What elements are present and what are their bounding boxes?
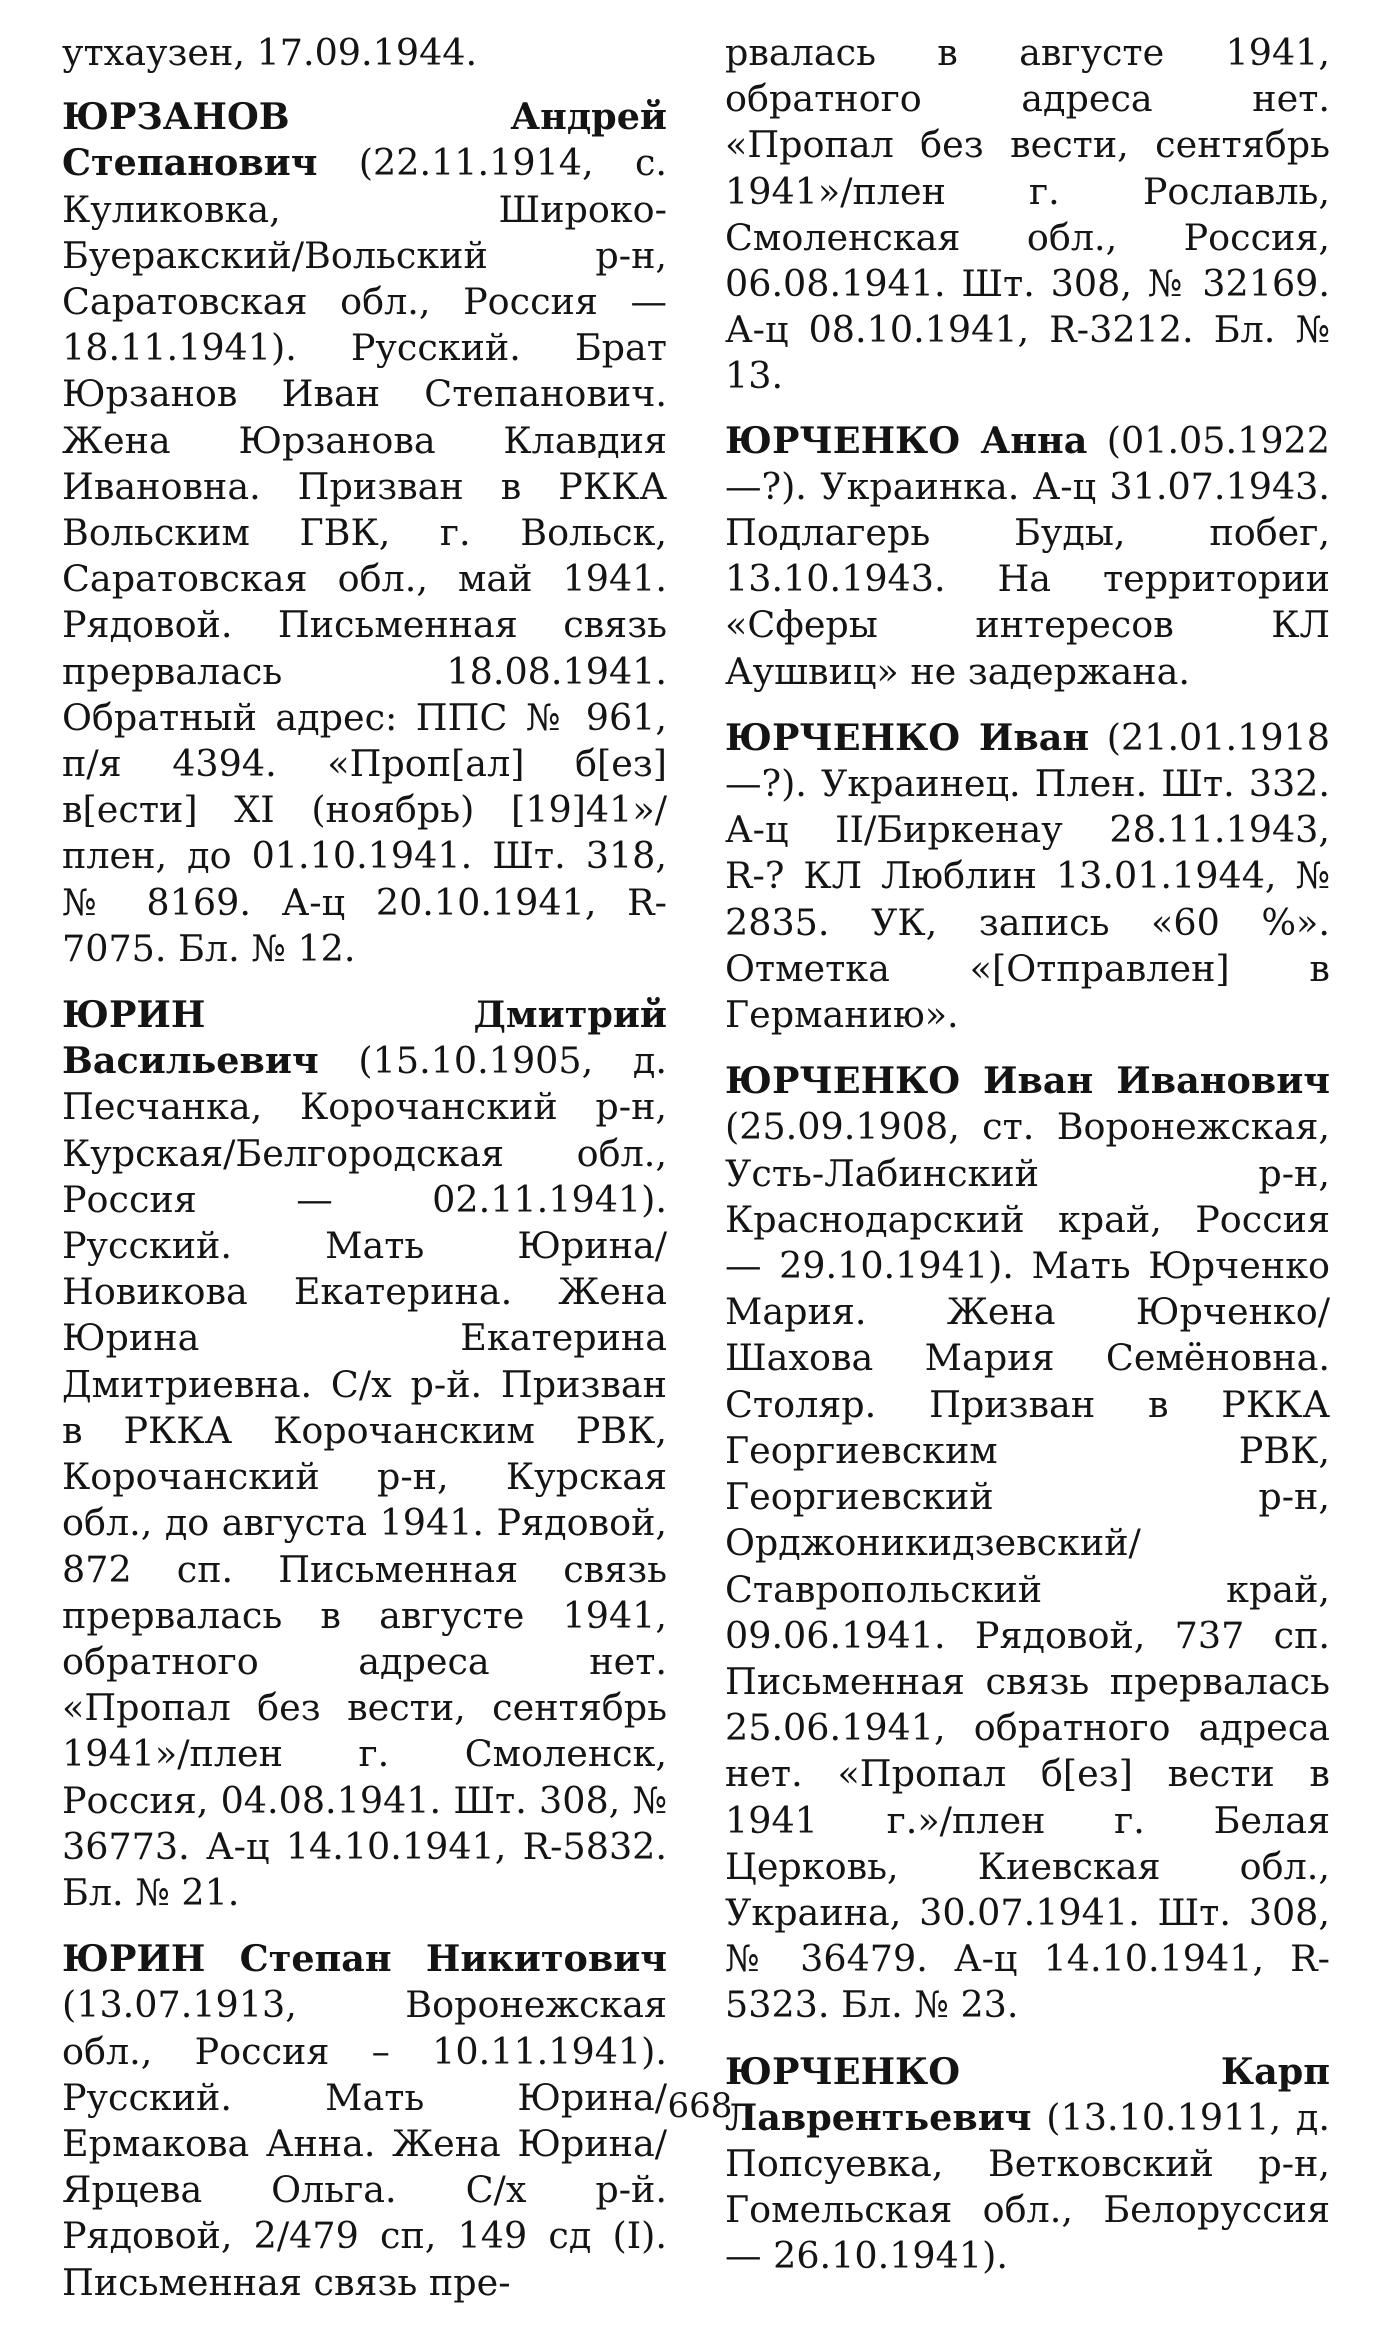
- entry-name: ЮРЧЕНКО Анна: [725, 418, 1088, 462]
- right-column: [725, 30, 1330, 2300]
- entry-text: утхаузен, 17.09.1944.: [62, 31, 478, 74]
- entry-text: (13.10.1911, д. Попсуевка, Ветковский р-н, Гомельская обл., Белоруссия — 26.10.1941).: [725, 2095, 1330, 2278]
- entry-yurin-dmitry: [62, 992, 667, 1916]
- entry-name: ЮРЗАНОВ Андрей Степанович: [62, 95, 667, 185]
- entry-name: ЮРЧЕНКО Карп Лаврентьевич: [725, 2049, 1330, 2139]
- entry-yurchenko-anna: [725, 418, 1330, 695]
- entry-yurchenko-ivan: [725, 715, 1330, 1038]
- entry-name: ЮРИН Степан Никитович: [62, 1937, 667, 1981]
- entry-text: (25.09.1908, ст. Воронежская, Усть-Лабинский р-н, Краснодарский край, Россия — 29.10.1941). Мать Юрченко Мария. Жена Юрченко/Шахова Мария Семёновна. Столяр. Призван в РККА Георгиевским РВК, Георгиевский р-н, Орджоникидзевский/Ставропольский край, 09.06.1941. Рядовой, 737 сп. Письменная связь прервалась 25.06.1941, обратного адреса нет. «Пропал б[ез] вести в 1941 г.»/плен г. Белая Церковь, Киевская обл., Украина, 30.07.1941. Шт. 308, № 36479. А-ц 14.10.1941, R-5323. Бл. № 23.: [725, 1105, 1330, 2027]
- continued-entry-text: [62, 30, 667, 76]
- entry-name: ЮРИН Дмитрий Васильевич: [62, 993, 667, 1083]
- page-number: 668: [667, 2086, 733, 2126]
- continued-entry-text: [725, 30, 1330, 400]
- entry-text: рвалась в августе 1941, обратного адреса нет. «Пропал без вести, сентябрь 1941»/плен г. Рославль, Смоленская обл., Россия, 06.08.1941. Шт. 308, № 32169. А-ц 08.10.1941, R-3212. Бл. № 13.: [725, 31, 1330, 398]
- entry-text: (15.10.1905, д. Песчанка, Корочанский р-н, Курская/Белгородская обл., Россия — 02.11.1941). Русский. Мать Юрина/Новикова Екатерина. Жена Юрина Екатерина Дмитриевна. С/х р-й. Призван в РККА Корочанским РВК, Корочанский р-н, Курская обл., до августа 1941. Рядовой, 872 сп. Письменная связь прервалась в августе 1941, обратного адреса нет. «Пропал без вести, сентябрь 1941»/плен г. Смоленск, Россия, 04.08.1941. Шт. 308, № 36773. А-ц 14.10.1941, R-5832. Бл. № 21.: [62, 1039, 667, 1914]
- entry-text: (01.05.1922—?). Украинка. А-ц 31.07.1943. Подлагерь Буды, побег, 13.10.1943. На территории «Сферы интересов КЛ Аушвиц» не задержана.: [725, 418, 1330, 693]
- entry-name: ЮРЧЕНКО Иван Иванович: [725, 1059, 1330, 1103]
- entry-text: (13.07.1913, Воронежская обл., Россия – 10.11.1941). Русский. Мать Юрина/Ермакова Анна. Жена Юрина/Ярцева Ольга. С/х р-й. Рядовой, 2/479 сп, 149 сд (I). Письменная связь пре-: [62, 1983, 667, 2304]
- entry-text: (21.01.1918—?). Украинец. Плен. Шт. 332. А-ц II/Биркенау 28.11.1943, R-? КЛ Люблин 13.01.1944, № 2835. УК, запись «60 %». Отметка «[Отправлен] в Германию».: [725, 715, 1330, 1037]
- left-column: [62, 30, 667, 2326]
- entry-yurzanov-andrey: [62, 94, 667, 972]
- entry-yurchenko-ivan-ivanovich: [725, 1058, 1330, 2028]
- entry-text: (22.11.1914, с. Куликовка, Широко-Буеракский/Вольский р-н, Саратовская обл., Россия — 18.11.1941). Русский. Брат Юрзанов Иван Степанович. Жена Юрзанова Клавдия Ивановна. Призван в РККА Вольским ГВК, г. Вольск, Саратовская обл., май 1941. Рядовой. Письменная связь прервалась 18.08.1941. Обратный адрес: ППС № 961, п/я 4394. «Проп[ал] б[ез] в[ести] XI (ноябрь) [19]41»/плен, до 01.10.1941. Шт. 318, № 8169. А-ц 20.10.1941, R-7075. Бл. № 12.: [62, 141, 667, 970]
- entry-name: ЮРЧЕНКО Иван: [725, 715, 1090, 759]
- entry-yurchenko-karp: [725, 2049, 1330, 2280]
